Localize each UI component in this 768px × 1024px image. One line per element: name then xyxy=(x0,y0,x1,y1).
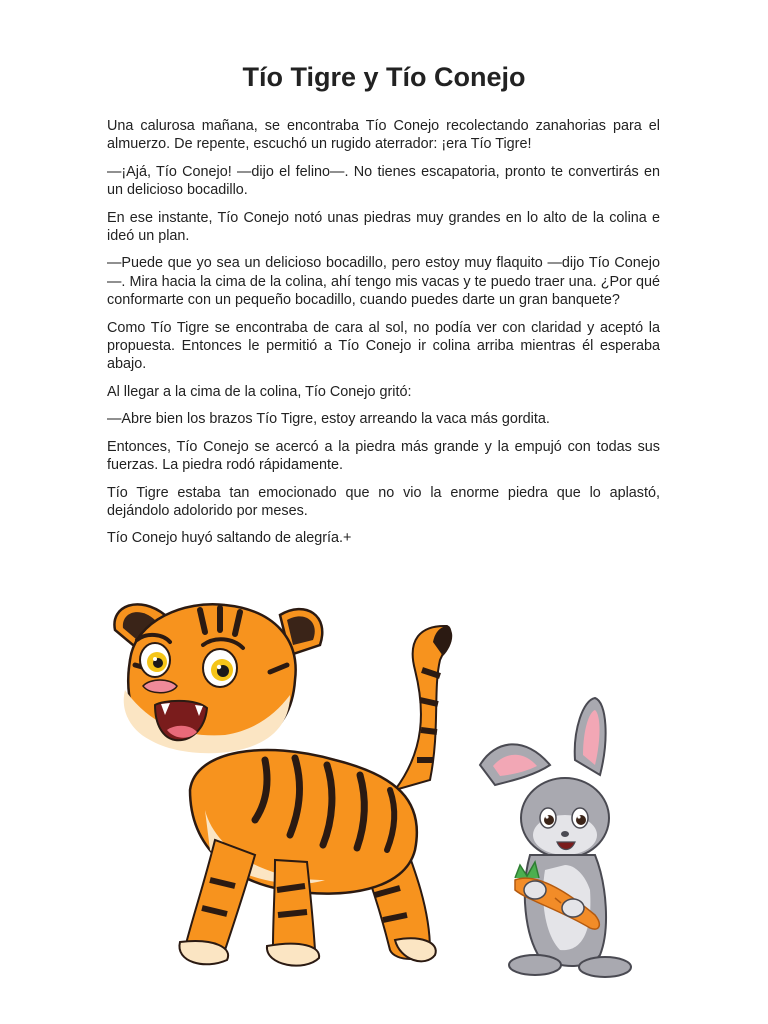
story-body xyxy=(107,117,660,557)
paragraph: Tío Tigre estaba tan emocionado que no vio la enorme piedra que lo aplastó, dejándolo adolorido por meses. xyxy=(107,484,660,519)
rabbit-cartoon xyxy=(480,698,631,977)
paragraph: —Abre bien los brazos Tío Tigre, estoy arreando la vaca más gordita. xyxy=(107,411,550,428)
paragraph: Como Tío Tigre se encontraba de cara al sol, no podía ver con claridad y aceptó la propuesta. Entonces le permitió a Tío Conejo ir colina arriba mientras él esperaba abajo. xyxy=(107,319,660,373)
paragraph: Tío Conejo huyó saltando de alegría.+ xyxy=(107,530,352,547)
paragraph: —Puede que yo sea un delicioso bocadillo, pero estoy muy flaquito —dijo Tío Conejo—. Mira hacia la cima de la colina, ahí tengo mis vacas y te puedo traer una. ¿Por qué conformarte con un pequeño bocadillo, cuando puedes darte un gran banquete? xyxy=(107,255,660,309)
paragraph: —¡Ajá, Tío Conejo! —dijo el felino—. No tienes escapatoria, pronto te convertirás en un delicioso bocadillo. xyxy=(107,163,660,199)
paragraph: Entonces, Tío Conejo se acercó a la piedra más grande y la empujó con todas sus fuerzas. La piedra rodó rápidamente. xyxy=(107,438,660,474)
paragraph: Al llegar a la cima de la colina, Tío Conejo gritó: xyxy=(107,383,412,400)
paragraph: En ese instante, Tío Conejo notó unas piedras muy grandes en lo alto de la colina e ideó un plan. xyxy=(107,209,660,245)
tiger-cartoon xyxy=(114,604,452,965)
story-illustration xyxy=(95,590,675,990)
page-title: Tío Tigre y Tío Conejo xyxy=(242,62,526,92)
paragraph: Una calurosa mañana, se encontraba Tío Conejo recolectando zanahorias para el almuerzo. De repente, escuchó un rugido aterrador: ¡era Tío Tigre! xyxy=(107,118,660,153)
